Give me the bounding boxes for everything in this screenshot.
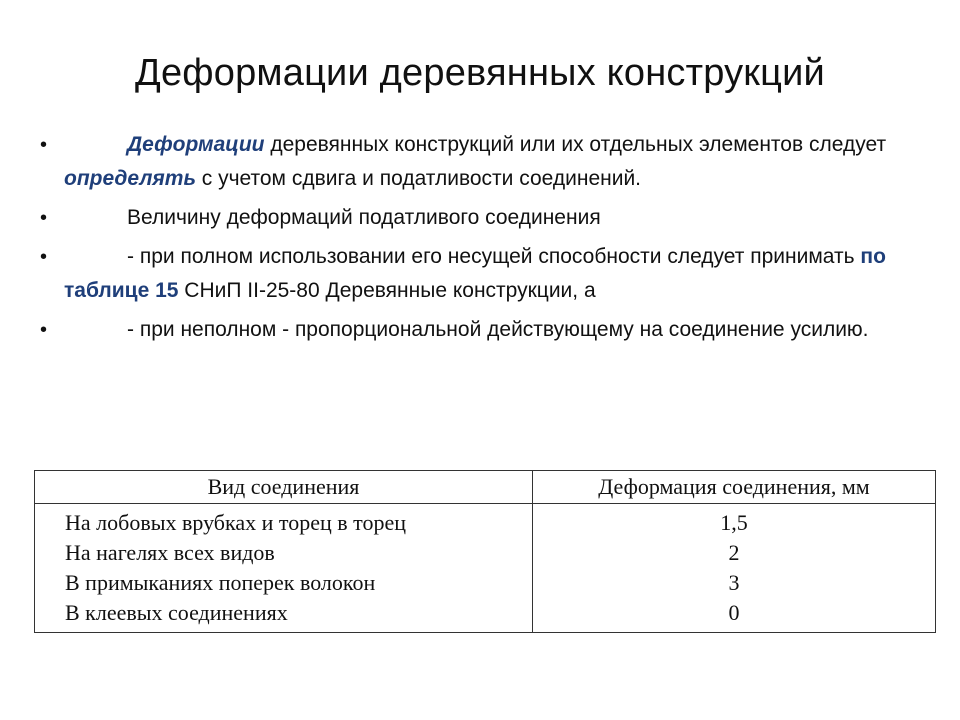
bullet-dot-icon: • bbox=[40, 246, 48, 268]
bullet-item bbox=[40, 313, 920, 347]
slide-title: Деформации деревянных конструкций bbox=[135, 52, 825, 94]
bullet-text: - при неполном - пропорциональной действующему на соединение усилию. bbox=[127, 318, 869, 341]
bullet-dot-icon: • bbox=[40, 134, 48, 156]
table-header-row bbox=[35, 471, 936, 504]
joint-type-cell bbox=[35, 504, 533, 633]
bullet-text: деревянных конструкций или их отдельных элементов следует bbox=[264, 133, 887, 156]
term-deformations: Деформации bbox=[127, 133, 265, 156]
header-deformation: Деформация соединения, мм bbox=[533, 471, 936, 504]
deformation-value: 3 bbox=[728, 570, 740, 595]
bullet-text: Величину деформаций податливого соединения bbox=[127, 206, 601, 229]
bullet-item bbox=[40, 240, 920, 308]
deformation-table bbox=[34, 470, 936, 633]
bullet-list bbox=[40, 128, 920, 352]
table-reference: по таблице 15 bbox=[64, 245, 886, 302]
term-determine: определять bbox=[64, 167, 196, 190]
bullet-text: СНиП II-25-80 Деревянные конструкции, а bbox=[178, 279, 596, 302]
bullet-item bbox=[40, 201, 920, 235]
deformation-value: 1,5 bbox=[720, 510, 748, 535]
deformation-value: 2 bbox=[728, 540, 740, 565]
bullet-text: - при полном использовании его несущей способности следует принимать bbox=[127, 245, 861, 268]
deformation-cell bbox=[533, 504, 936, 633]
joint-type: На нагелях всех видов bbox=[65, 540, 275, 565]
joint-type: В примыканиях поперек волокон bbox=[65, 570, 376, 595]
table-body-row bbox=[35, 504, 936, 633]
joint-type: В клеевых соединениях bbox=[65, 600, 288, 625]
bullet-text: с учетом сдвига и податливости соединений. bbox=[195, 167, 642, 190]
bullet-dot-icon: • bbox=[40, 207, 48, 229]
bullet-dot-icon: • bbox=[40, 319, 48, 341]
deformation-value: 0 bbox=[728, 600, 740, 625]
header-joint-type: Вид соединения bbox=[35, 471, 533, 504]
bullet-item bbox=[40, 128, 920, 196]
joint-type: На лобовых врубках и торец в торец bbox=[65, 510, 406, 535]
